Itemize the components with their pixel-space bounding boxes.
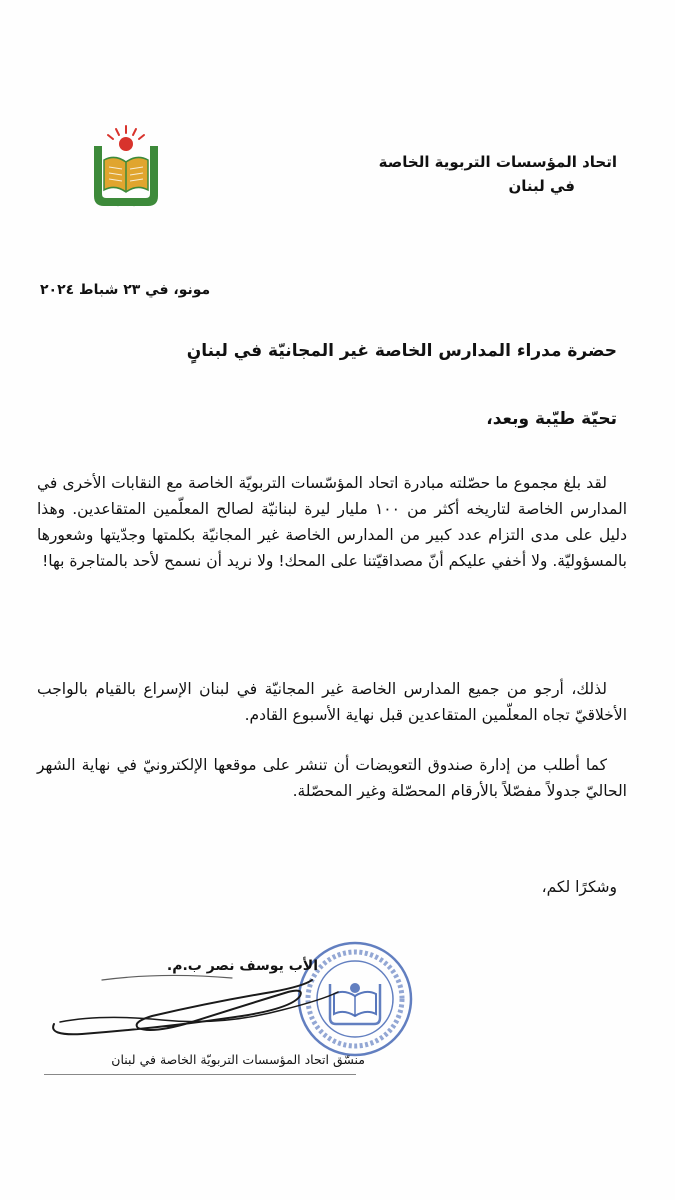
organization-name-line2: في لبنان bbox=[508, 177, 575, 195]
letter-paragraph-2: لذلك، أرجو من جميع المدارس الخاصة غير المجانيّة في لبنان الإسراع بالقيام بالواجب الأخلاقيّ تجاه المعلّمين المتقاعدين قبل نهاية الأسبوع القادم. bbox=[37, 680, 627, 724]
letter-paragraph-1: لقد بلغ مجموع ما حصّلته مبادرة اتحاد المؤسّسات التربويّة الخاصة مع النقابات الأخرى في المدارس الخاصة لتاريخه أكثر من ١٠٠ مليار ليرة لبنانيّة لصالح المعلّمين المتقاعدين. وهذا دليل على مدى التزام عدد كبير من المدارس الخاصة غير المجانيّة بكلمتها وجدّيتها وشعورها بالمسؤوليّة. ولا أخفي عليكم أنّ مصداقيّتنا على المحك! ولا نريد أن نسمح لأحد بالمتاجرة بها! bbox=[37, 474, 627, 570]
handwritten-signature-icon bbox=[42, 962, 342, 1052]
letter-paragraph-3: كما أطلب من إدارة صندوق التعويضات أن تنشر على موقعها الإلكترونيّ في نهاية الشهر الحاليّ جدولاً مفصّلاً بالأرقام المحصّلة وغير المحصّلة. bbox=[37, 756, 627, 800]
signer-title: منسّق اتحاد المؤسسات التربويّة الخاصة في لبنان bbox=[111, 1052, 365, 1067]
signer-name: الأب يوسف نصر ب.م. bbox=[166, 958, 318, 974]
letter-addressee: حضرة مدراء المدارس الخاصة غير المجانيّة في لبنانٍ bbox=[186, 341, 617, 361]
signature-underline bbox=[44, 1074, 356, 1075]
organization-name bbox=[297, 150, 617, 198]
organization-name-line1: اتحاد المؤسسات التربوية الخاصة bbox=[378, 153, 617, 171]
letter-date bbox=[40, 282, 400, 298]
organization-logo-icon bbox=[88, 124, 164, 210]
letter-closing: وشكرًا لكم، bbox=[541, 878, 617, 896]
letter-date-text: مونو، في ٢٣ شباط ٢٠٢٤ bbox=[40, 282, 211, 298]
letter-greeting: تحيّة طيّبة وبعد، bbox=[486, 409, 617, 429]
